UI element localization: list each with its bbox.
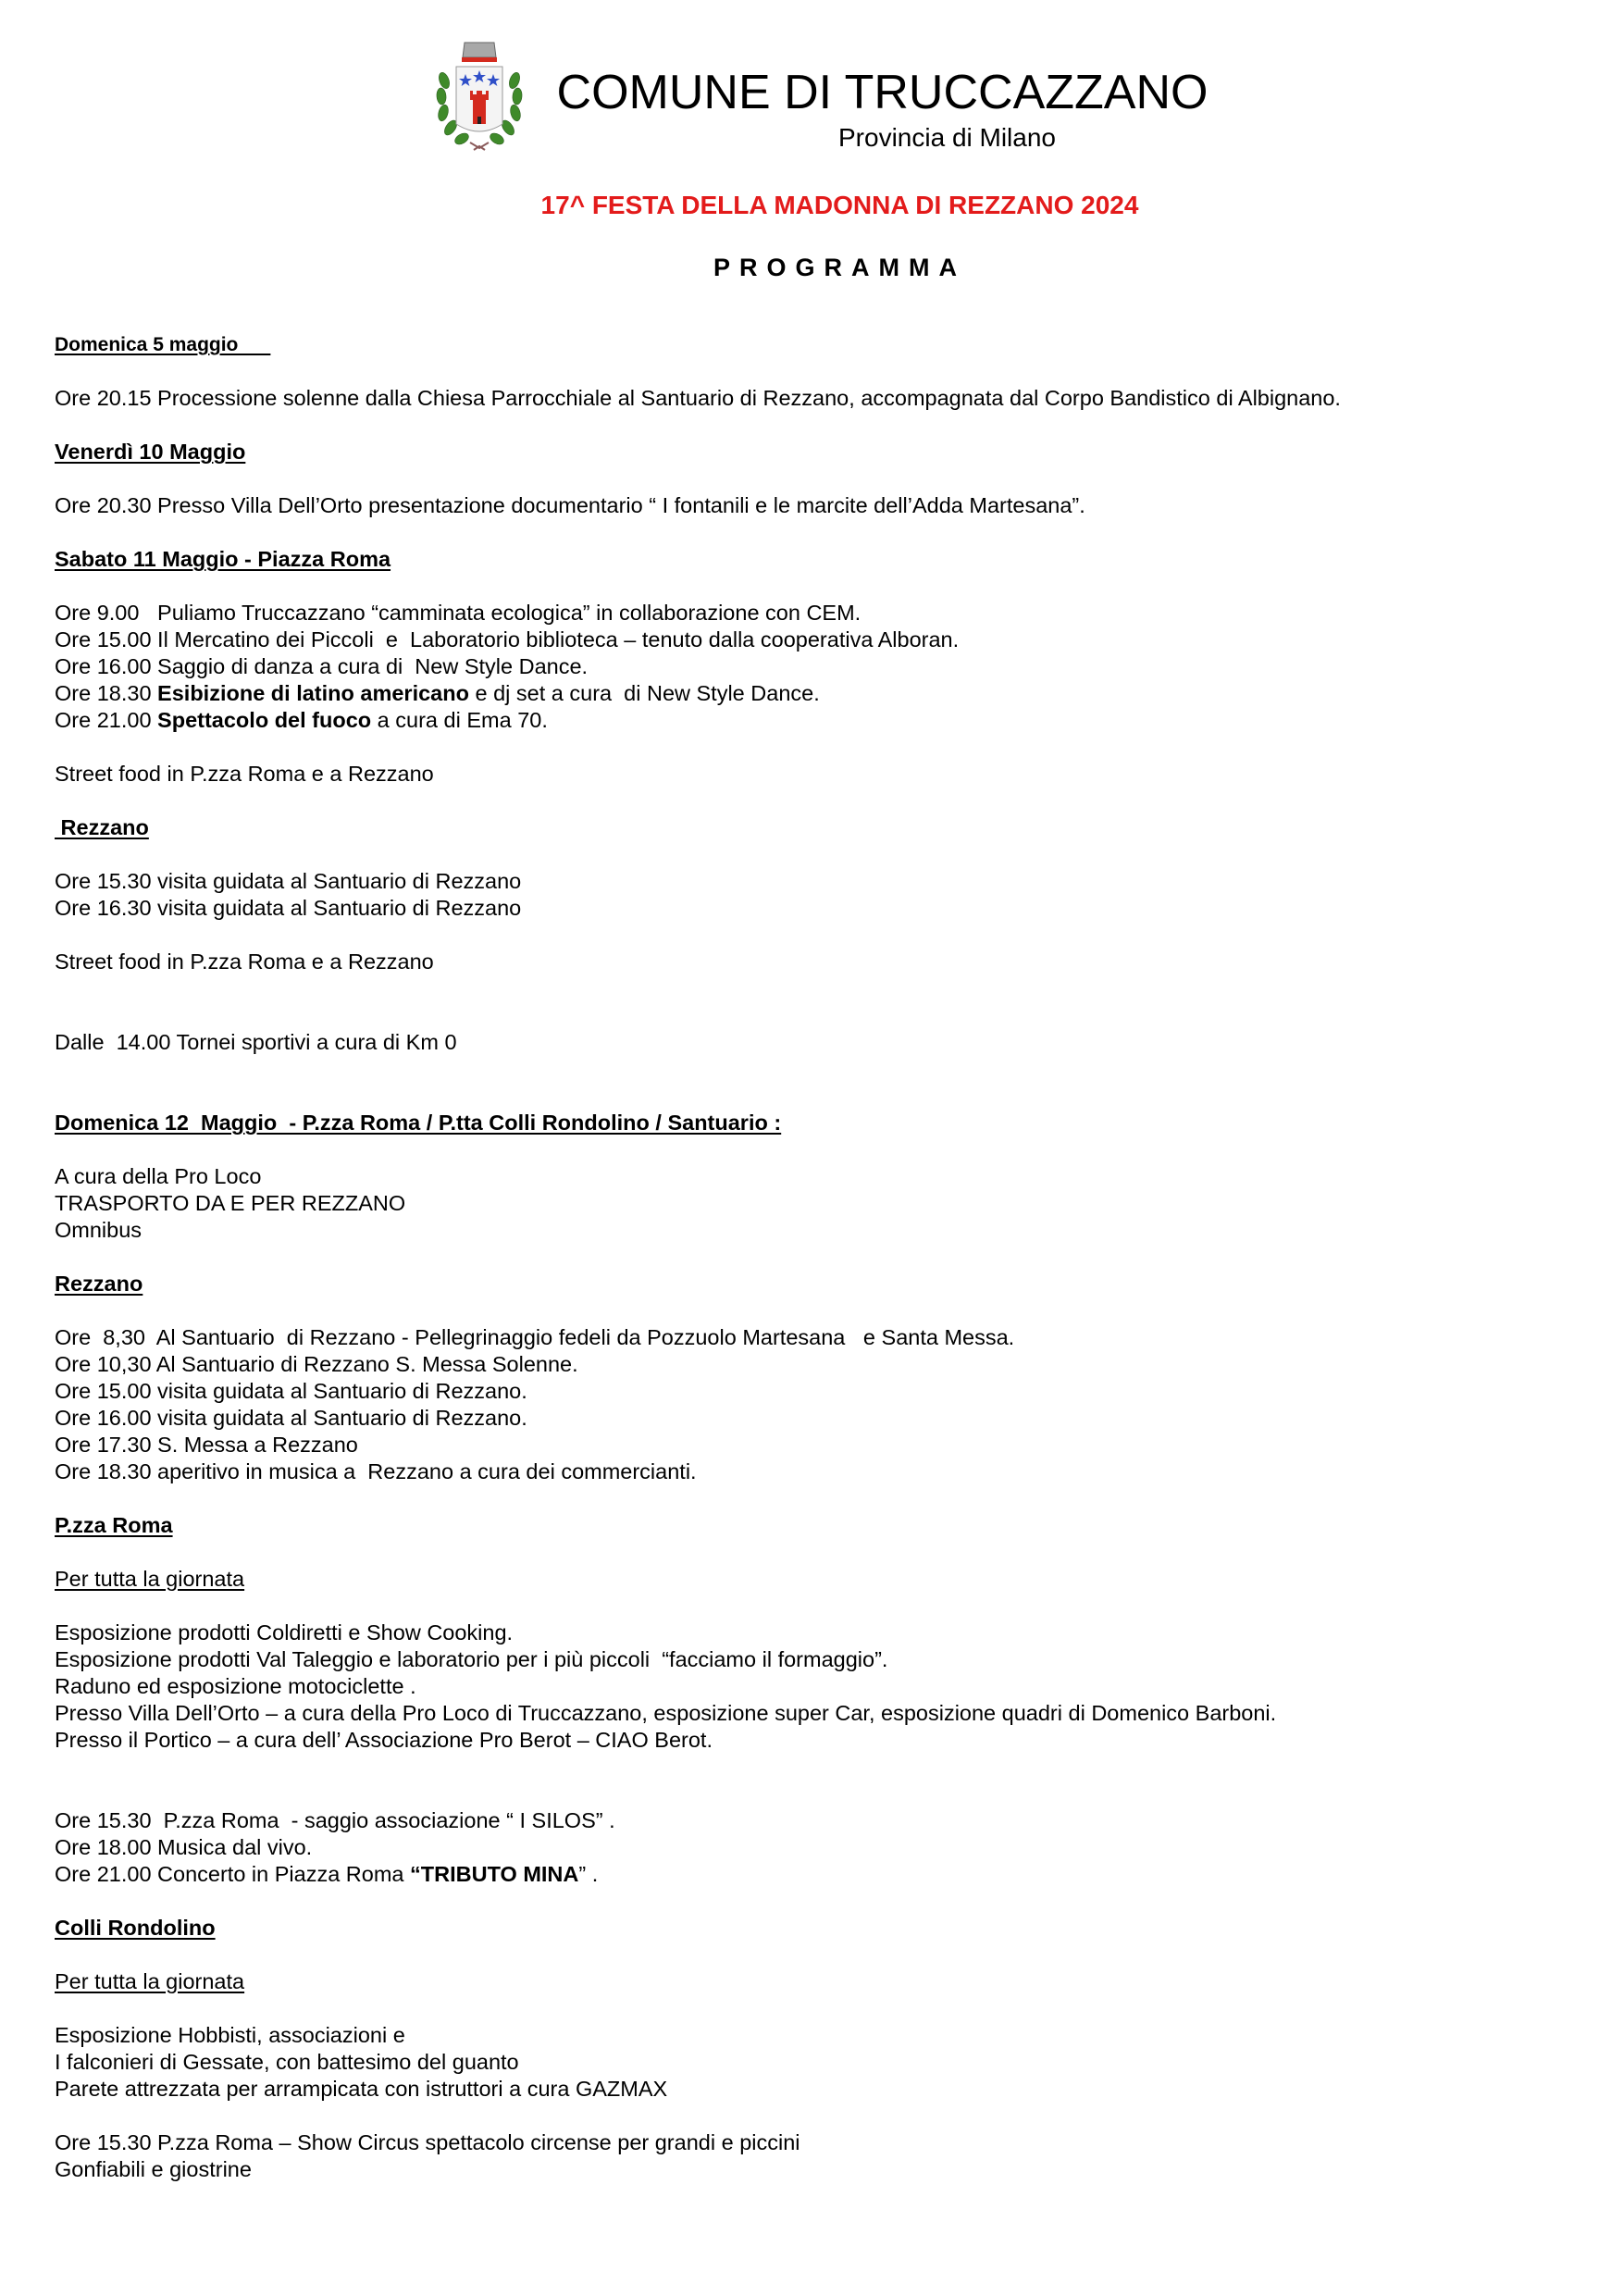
program-line xyxy=(55,680,1581,707)
section-heading-rezzano: Rezzano xyxy=(55,815,149,839)
program-line: Ore 15.00 Il Mercatino dei Piccoli e Laboratorio biblioteca – tenuto dalla cooperativa Alboran. xyxy=(55,627,960,652)
program-line: Ore 18.30 aperitivo in musica a Rezzano a cura dei commercianti. xyxy=(55,1459,697,1483)
highlight-text: “TRIBUTO MINA xyxy=(410,1862,579,1886)
time-text: Ore 21.00 xyxy=(55,708,158,732)
program-line: Ore 10,30 Al Santuario di Rezzano S. Messa Solenne. xyxy=(55,1352,578,1376)
program-line: Gonfiabili e giostrine xyxy=(55,2157,252,2181)
line-rest: ” . xyxy=(578,1862,599,1886)
program-line xyxy=(55,1861,1581,1888)
program-line xyxy=(55,707,1581,734)
section-heading-pzza-roma: P.zza Roma xyxy=(55,1513,173,1537)
highlight-text: Esibizione di latino americano xyxy=(157,681,469,705)
program-line: Omnibus xyxy=(55,1218,143,1242)
program-line: Raduno ed esposizione motociclette . xyxy=(55,1674,416,1698)
program-body xyxy=(55,331,1581,2183)
programma-heading: PROGRAMMA xyxy=(713,254,966,281)
program-line: I falconieri di Gessate, con battesimo del guanto xyxy=(55,2050,519,2074)
event-title: 17^ FESTA DELLA MADONNA DI REZZANO 2024 xyxy=(540,191,1139,219)
program-line: Esposizione prodotti Coldiretti e Show Cooking. xyxy=(55,1620,514,1644)
province-subtitle: Provincia di Milano xyxy=(838,123,1056,152)
program-line: Ore 15.30 P.zza Roma - saggio associazione “ I SILOS” . xyxy=(55,1808,615,1832)
municipality-title: COMUNE DI TRUCCAZZANO xyxy=(556,66,1209,119)
highlight-text: Spettacolo del fuoco xyxy=(157,708,372,732)
line-text: Ore 21.00 Concerto in Piazza Roma xyxy=(55,1862,411,1886)
section-heading-domenica-5: Domenica 5 maggio xyxy=(55,334,271,355)
program-line: Ore 16.00 Saggio di danza a cura di New Style Dance. xyxy=(55,654,589,678)
program-line: Ore 15.30 P.zza Roma – Show Circus spettacolo circense per grandi e piccini xyxy=(55,2130,800,2154)
line-rest: a cura di Ema 70. xyxy=(371,708,548,732)
program-line: Ore 15.30 visita guidata al Santuario di Rezzano xyxy=(55,869,522,893)
program-line: Ore 18.00 Musica dal vivo. xyxy=(55,1835,313,1859)
program-line: Dalle 14.00 Tornei sportivi a cura di Km 0 xyxy=(55,1030,457,1054)
program-line: Presso il Portico – a cura dell’ Associazione Pro Berot – CIAO Berot. xyxy=(55,1728,713,1752)
section-heading-colli-rondolino: Colli Rondolino xyxy=(55,1916,216,1940)
subheading-all-day: Per tutta la giornata xyxy=(55,1969,245,1993)
program-line: Ore 20.30 Presso Villa Dell’Orto presentazione documentario “ I fontanili e le marcite dell’Adda Martesana”. xyxy=(55,493,1085,517)
program-line: A cura della Pro Loco xyxy=(55,1164,262,1188)
program-line: Ore 16.00 visita guidata al Santuario di Rezzano. xyxy=(55,1406,527,1430)
program-line: Esposizione prodotti Val Taleggio e laboratorio per i più piccoli “facciamo il formaggio”. xyxy=(55,1647,888,1671)
program-line: Esposizione Hobbisti, associazioni e xyxy=(55,2023,405,2047)
section-heading-sabato-11: Sabato 11 Maggio - Piazza Roma xyxy=(55,547,391,571)
street-food-line: Street food in P.zza Roma e a Rezzano xyxy=(55,762,434,786)
program-line: Ore 16.30 visita guidata al Santuario di Rezzano xyxy=(55,896,522,920)
program-line: Ore 17.30 S. Messa a Rezzano xyxy=(55,1433,358,1457)
program-line: Parete attrezzata per arrampicata con istruttori a cura GAZMAX xyxy=(55,2077,668,2101)
program-line: TRASPORTO DA E PER REZZANO xyxy=(55,1191,406,1215)
section-heading-rezzano: Rezzano xyxy=(55,1272,143,1296)
program-line: Presso Villa Dell’Orto – a cura della Pro Loco di Truccazzano, esposizione super Car, esposizione quadri di Domenico Barboni. xyxy=(55,1701,1277,1725)
line-rest: e dj set a cura di New Style Dance. xyxy=(468,681,820,705)
street-food-line: Street food in P.zza Roma e a Rezzano xyxy=(55,949,434,974)
subheading-all-day: Per tutta la giornata xyxy=(55,1567,245,1591)
program-line: Ore 15.00 visita guidata al Santuario di Rezzano. xyxy=(55,1379,527,1403)
program-line: Ore 20.15 Processione solenne dalla Chiesa Parrocchiale al Santuario di Rezzano, accompagnata dal Corpo Bandistico di Albignano. xyxy=(55,386,1341,410)
program-line: Ore 8,30 Al Santuario di Rezzano - Pellegrinaggio fedeli da Pozzuolo Martesana e Santa Messa. xyxy=(55,1325,1015,1349)
time-text: Ore 18.30 xyxy=(55,681,158,705)
program-line: Ore 9.00 Puliamo Truccazzano “camminata ecologica” in collaborazione con CEM. xyxy=(55,601,862,625)
section-heading-domenica-12: Domenica 12 Maggio - P.zza Roma / P.tta Colli Rondolino / Santuario : xyxy=(55,1111,782,1135)
section-heading-venerdi-10: Venerdì 10 Maggio xyxy=(55,440,246,464)
